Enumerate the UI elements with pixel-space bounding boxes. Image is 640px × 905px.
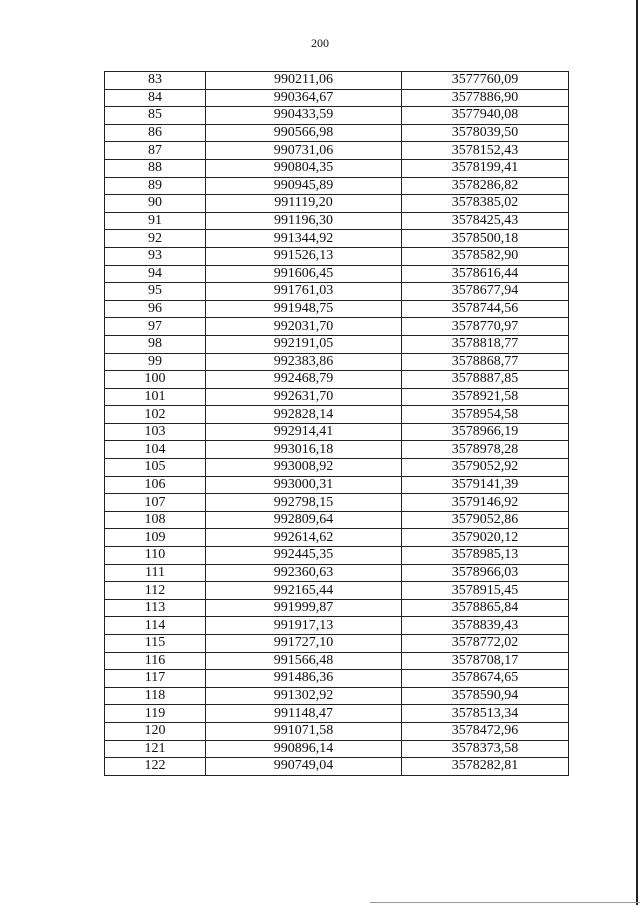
x-coordinate-cell: 992031,70 [206,318,402,336]
point-number-cell: 89 [105,177,206,195]
x-coordinate-cell: 991148,47 [206,705,402,723]
point-number-cell: 106 [105,476,206,494]
table-row [105,687,569,705]
y-coordinate-cell: 3578590,94 [402,687,569,705]
table-row [105,265,569,283]
y-coordinate-cell: 3578385,02 [402,195,569,213]
y-coordinate-cell: 3578513,34 [402,705,569,723]
x-coordinate-cell: 992828,14 [206,406,402,424]
point-number-cell: 92 [105,230,206,248]
point-number-cell: 117 [105,670,206,688]
table-row [105,107,569,125]
x-coordinate-cell: 991302,92 [206,687,402,705]
y-coordinate-cell: 3579020,12 [402,529,569,547]
point-number-cell: 118 [105,687,206,705]
x-coordinate-cell: 993016,18 [206,441,402,459]
point-number-cell: 97 [105,318,206,336]
table-row [105,423,569,441]
table-row [105,740,569,758]
point-number-cell: 91 [105,212,206,230]
point-number-cell: 88 [105,159,206,177]
x-coordinate-cell: 992383,86 [206,353,402,371]
point-number-cell: 116 [105,652,206,670]
y-coordinate-cell: 3579146,92 [402,494,569,512]
table-row [105,72,569,90]
y-coordinate-cell: 3578954,58 [402,406,569,424]
table-row [105,670,569,688]
x-coordinate-cell: 992191,05 [206,335,402,353]
point-number-cell: 99 [105,353,206,371]
y-coordinate-cell: 3578865,84 [402,599,569,617]
table-row [105,705,569,723]
x-coordinate-cell: 993008,92 [206,459,402,477]
point-number-cell: 96 [105,300,206,318]
point-number-cell: 110 [105,547,206,565]
y-coordinate-cell: 3578286,82 [402,177,569,195]
point-number-cell: 104 [105,441,206,459]
table-row [105,124,569,142]
x-coordinate-cell: 991727,10 [206,635,402,653]
x-coordinate-cell: 992798,15 [206,494,402,512]
point-number-cell: 93 [105,247,206,265]
point-number-cell: 112 [105,582,206,600]
table-row [105,142,569,160]
y-coordinate-cell: 3578152,43 [402,142,569,160]
table-row [105,564,569,582]
x-coordinate-cell: 990364,67 [206,89,402,107]
y-coordinate-cell: 3579141,39 [402,476,569,494]
point-number-cell: 105 [105,459,206,477]
y-coordinate-cell: 3578966,03 [402,564,569,582]
x-coordinate-cell: 991917,13 [206,617,402,635]
table-row [105,617,569,635]
point-number-cell: 100 [105,371,206,389]
x-coordinate-cell: 991566,48 [206,652,402,670]
point-number-cell: 94 [105,265,206,283]
x-coordinate-cell: 992468,79 [206,371,402,389]
y-coordinate-cell: 3578199,41 [402,159,569,177]
y-coordinate-cell: 3578887,85 [402,371,569,389]
x-coordinate-cell: 992360,63 [206,564,402,582]
x-coordinate-cell: 991761,03 [206,283,402,301]
y-coordinate-cell: 3578978,28 [402,441,569,459]
table-row [105,300,569,318]
x-coordinate-cell: 991119,20 [206,195,402,213]
y-coordinate-cell: 3578868,77 [402,353,569,371]
table-row [105,159,569,177]
x-coordinate-cell: 990749,04 [206,758,402,776]
y-coordinate-cell: 3579052,92 [402,459,569,477]
table-row [105,371,569,389]
x-coordinate-cell: 990566,98 [206,124,402,142]
point-number-cell: 119 [105,705,206,723]
y-coordinate-cell: 3578500,18 [402,230,569,248]
point-number-cell: 108 [105,511,206,529]
point-number-cell: 115 [105,635,206,653]
coordinates-table [104,71,569,776]
x-coordinate-cell: 990731,06 [206,142,402,160]
table-row [105,247,569,265]
x-coordinate-cell: 990211,06 [206,72,402,90]
point-number-cell: 84 [105,89,206,107]
x-coordinate-cell: 990896,14 [206,740,402,758]
page-edge-bottom [370,902,640,903]
x-coordinate-cell: 991196,30 [206,212,402,230]
table-row [105,388,569,406]
point-number-cell: 121 [105,740,206,758]
y-coordinate-cell: 3578282,81 [402,758,569,776]
point-number-cell: 122 [105,758,206,776]
table-row [105,89,569,107]
table-row [105,635,569,653]
y-coordinate-cell: 3578818,77 [402,335,569,353]
table-row [105,441,569,459]
page-edge-right [636,0,638,905]
point-number-cell: 107 [105,494,206,512]
point-number-cell: 120 [105,722,206,740]
table-row [105,318,569,336]
table-row [105,758,569,776]
x-coordinate-cell: 990804,35 [206,159,402,177]
y-coordinate-cell: 3578677,94 [402,283,569,301]
point-number-cell: 90 [105,195,206,213]
y-coordinate-cell: 3578744,56 [402,300,569,318]
y-coordinate-cell: 3578772,02 [402,635,569,653]
table-row [105,476,569,494]
y-coordinate-cell: 3578966,19 [402,423,569,441]
y-coordinate-cell: 3577886,90 [402,89,569,107]
y-coordinate-cell: 3578985,13 [402,547,569,565]
table-row [105,177,569,195]
y-coordinate-cell: 3578770,97 [402,318,569,336]
point-number-cell: 114 [105,617,206,635]
table-row [105,511,569,529]
table-row [105,582,569,600]
table-row [105,353,569,371]
point-number-cell: 86 [105,124,206,142]
y-coordinate-cell: 3578708,17 [402,652,569,670]
x-coordinate-cell: 991606,45 [206,265,402,283]
x-coordinate-cell: 992914,41 [206,423,402,441]
x-coordinate-cell: 992614,62 [206,529,402,547]
y-coordinate-cell: 3578425,43 [402,212,569,230]
y-coordinate-cell: 3577940,08 [402,107,569,125]
x-coordinate-cell: 991071,58 [206,722,402,740]
y-coordinate-cell: 3578674,65 [402,670,569,688]
y-coordinate-cell: 3578039,50 [402,124,569,142]
x-coordinate-cell: 991526,13 [206,247,402,265]
point-number-cell: 98 [105,335,206,353]
x-coordinate-cell: 992445,35 [206,547,402,565]
x-coordinate-cell: 991948,75 [206,300,402,318]
y-coordinate-cell: 3578472,96 [402,722,569,740]
coordinates-table-body [105,72,569,776]
x-coordinate-cell: 991344,92 [206,230,402,248]
y-coordinate-cell: 3578915,45 [402,582,569,600]
table-row [105,335,569,353]
point-number-cell: 109 [105,529,206,547]
y-coordinate-cell: 3578921,58 [402,388,569,406]
page-number: 200 [311,36,329,50]
table-row [105,529,569,547]
y-coordinate-cell: 3578373,58 [402,740,569,758]
x-coordinate-cell: 991999,87 [206,599,402,617]
table-row [105,547,569,565]
y-coordinate-cell: 3578616,44 [402,265,569,283]
table-row [105,406,569,424]
table-row [105,195,569,213]
point-number-cell: 95 [105,283,206,301]
point-number-cell: 113 [105,599,206,617]
x-coordinate-cell: 990433,59 [206,107,402,125]
table-row [105,494,569,512]
table-row [105,652,569,670]
x-coordinate-cell: 991486,36 [206,670,402,688]
table-row [105,283,569,301]
table-row [105,599,569,617]
point-number-cell: 85 [105,107,206,125]
x-coordinate-cell: 992631,70 [206,388,402,406]
x-coordinate-cell: 990945,89 [206,177,402,195]
y-coordinate-cell: 3578839,43 [402,617,569,635]
point-number-cell: 83 [105,72,206,90]
point-number-cell: 111 [105,564,206,582]
table-row [105,722,569,740]
x-coordinate-cell: 993000,31 [206,476,402,494]
point-number-cell: 103 [105,423,206,441]
x-coordinate-cell: 992165,44 [206,582,402,600]
table-row [105,212,569,230]
y-coordinate-cell: 3579052,86 [402,511,569,529]
point-number-cell: 101 [105,388,206,406]
point-number-cell: 87 [105,142,206,160]
table-row [105,230,569,248]
y-coordinate-cell: 3578582,90 [402,247,569,265]
x-coordinate-cell: 992809,64 [206,511,402,529]
y-coordinate-cell: 3577760,09 [402,72,569,90]
point-number-cell: 102 [105,406,206,424]
table-row [105,459,569,477]
